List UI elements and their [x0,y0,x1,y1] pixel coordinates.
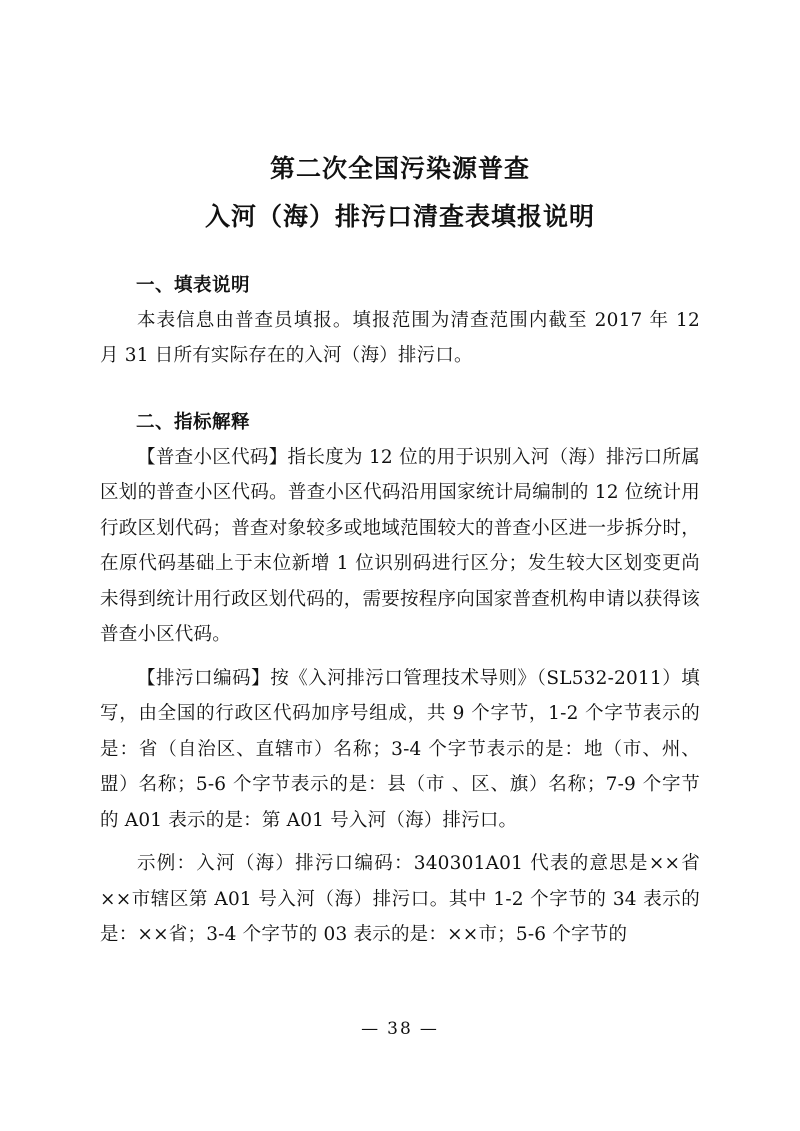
section-heading-2: 二、指标解释 [136,411,251,433]
title-line-1: 第二次全国污染源普查 [269,154,530,183]
footer-dash-right: — [419,1019,439,1039]
page-title [100,150,700,237]
footer-dash-left: — [361,1019,381,1039]
page-footer [0,1019,800,1039]
section-2-paragraph-1: 【普查小区代码】指长度为 12 位的用于识别入河（海）排污口所属区划的普查小区代码。普查小区代码沿用国家统计局编制的 12 位统计用行政区划代码；普查对象较多或地域范围较大的普查小区进一步拆分时，在原代码基础上于末位新增 1 位识别码进行区分；发生较大区划变更尚未得到统计用行政区划代码的，需要按程序向国家普查机构申请以获得该普查小区代码。 [100,446,700,646]
section-heading-1: 一、填表说明 [136,274,251,296]
section-1-paragraph-1: 本表信息由普查员填报。填报范围为清查范围内截至 2017 年 12 月 31 日所有实际存在的入河（海）排污口。 [100,309,700,367]
section-2-paragraph-3: 示例：入河（海）排污口编码：340301A01 代表的意思是××省××市辖区第 A01 号入河（海）排污口。其中 1-2 个字节的 34 表示的是：××省；3-4 个字节的 03 表示的是：××市；5-6 个字节的 [100,853,700,946]
footer-page-number: 38 [387,1019,413,1039]
section-2-paragraph-2: 【排污口编码】按《入河排污口管理技术导则》（SL532-2011）填写，由全国的行政区代码加序号组成，共 9 个字节，1-2 个字节表示的是：省（自治区、直辖市）名称；3-4 个字节表示的是：地（市、州、盟）名称；5-6 个字节表示的是：县（市 、区、旗）名称；7-9 个字节的 A01 表示的是：第 A01 号入河（海）排污口。 [100,667,700,831]
title-line-2: 入河（海）排污口清查表填报说明 [204,201,595,231]
